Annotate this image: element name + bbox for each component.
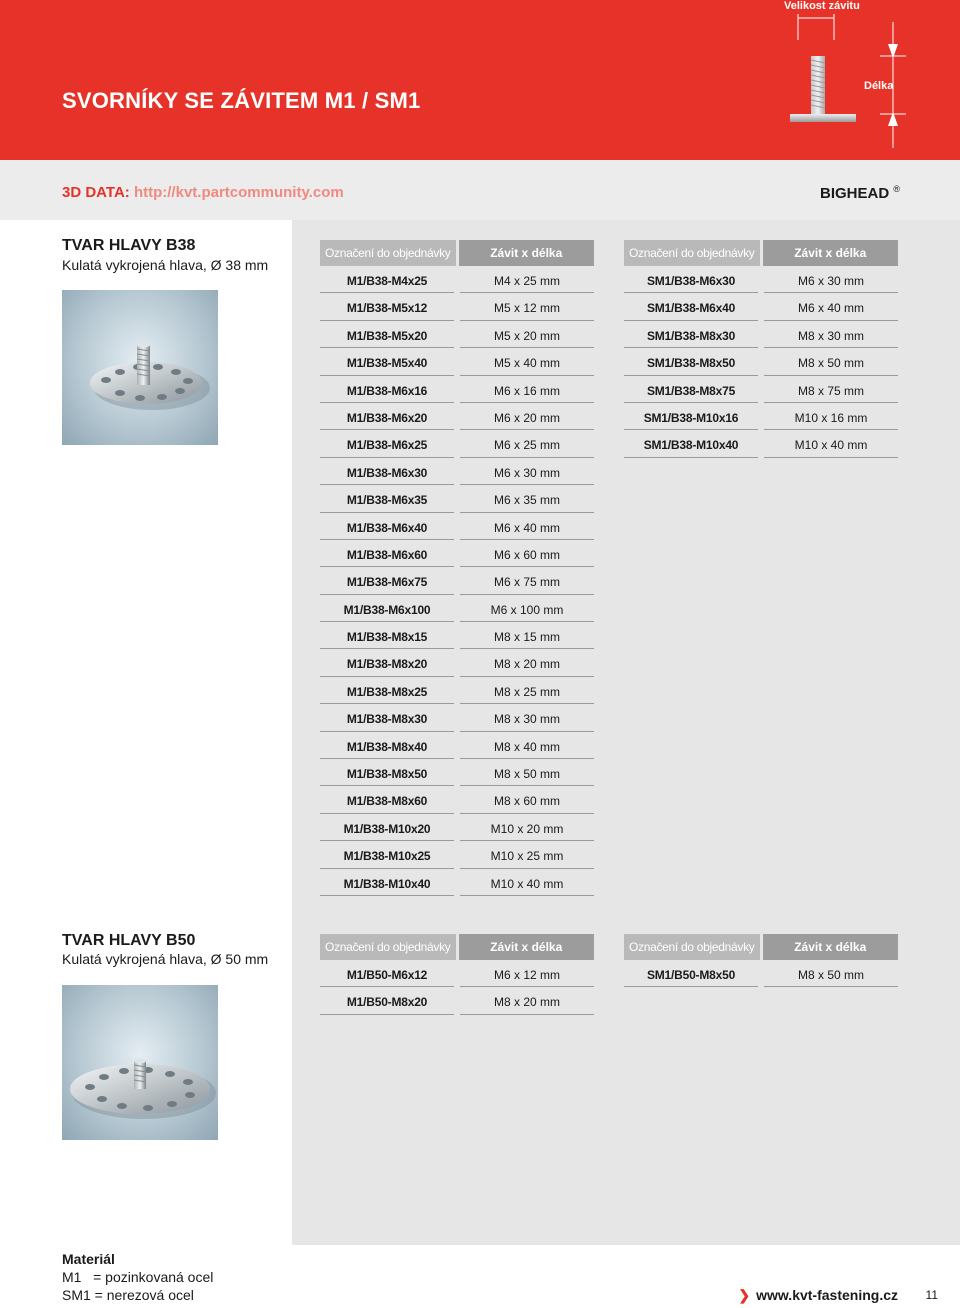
registered-mark: ® <box>893 184 900 194</box>
table-header <box>320 240 594 266</box>
3d-data-link[interactable]: http://kvt.partcommunity.com <box>133 184 344 201</box>
order-code-cell: M1/B38-M10x25 <box>320 841 454 868</box>
thread-length-cell: M8 x 30 mm <box>460 704 594 731</box>
table-row <box>320 987 594 1014</box>
order-code-cell: M1/B38-M8x15 <box>320 622 454 649</box>
thread-length-cell: M6 x 40 mm <box>460 513 594 540</box>
table-row <box>320 677 594 704</box>
3d-data-prefix: 3D DATA: <box>62 184 130 201</box>
table-row <box>320 376 594 403</box>
thread-length-cell: M8 x 40 mm <box>460 732 594 759</box>
order-code-cell: M1/B38-M10x40 <box>320 869 454 896</box>
table-row <box>320 622 594 649</box>
b38-m1-table <box>320 240 594 896</box>
footer-url-text: www.kvt-fastening.cz <box>756 1287 898 1303</box>
table-row <box>624 348 898 375</box>
table-row <box>320 960 594 987</box>
order-code-cell: SM1/B38-M8x75 <box>624 376 758 403</box>
order-code-cell: M1/B38-M8x20 <box>320 649 454 676</box>
page-number: 11 <box>925 1288 938 1302</box>
material-heading: Materiál <box>62 1251 115 1267</box>
table-body <box>624 960 898 987</box>
thread-length-cell: M8 x 20 mm <box>460 987 594 1014</box>
order-code-cell: M1/B38-M6x40 <box>320 513 454 540</box>
thread-length-cell: M8 x 50 mm <box>460 759 594 786</box>
thread-length-cell: M4 x 25 mm <box>460 266 594 293</box>
b50-m1-table <box>320 934 594 1015</box>
column-header-code: Označení do objednávky <box>320 934 456 960</box>
thread-length-cell: M10 x 40 mm <box>460 869 594 896</box>
order-code-cell: M1/B38-M6x75 <box>320 567 454 594</box>
thread-length-cell: M6 x 12 mm <box>460 960 594 987</box>
table-body <box>320 960 594 1015</box>
material-line-sm1: SM1 = nerezová ocel <box>62 1287 194 1303</box>
thread-length-cell: M8 x 30 mm <box>764 321 898 348</box>
table-header <box>320 934 594 960</box>
order-code-cell: SM1/B38-M10x16 <box>624 403 758 430</box>
column-header-size: Závit x délka <box>459 240 595 266</box>
3d-data-line <box>62 184 344 201</box>
table-row <box>320 266 594 293</box>
thread-length-cell: M5 x 12 mm <box>460 293 594 320</box>
column-header-size: Závit x délka <box>459 934 595 960</box>
table-row <box>320 540 594 567</box>
order-code-cell: SM1/B38-M6x40 <box>624 293 758 320</box>
column-header-size: Závit x délka <box>763 240 899 266</box>
thread-length-cell: M6 x 40 mm <box>764 293 898 320</box>
thread-length-cell: M6 x 30 mm <box>764 266 898 293</box>
order-code-cell: M1/B38-M5x20 <box>320 321 454 348</box>
thread-length-cell: M8 x 50 mm <box>764 960 898 987</box>
order-code-cell: M1/B38-M8x40 <box>320 732 454 759</box>
thread-length-cell: M5 x 40 mm <box>460 348 594 375</box>
table-row <box>320 430 594 457</box>
column-header-code: Označení do objednávky <box>624 240 760 266</box>
table-row <box>320 321 594 348</box>
brand-text: BIGHEAD <box>820 185 890 202</box>
order-code-cell: M1/B38-M5x40 <box>320 348 454 375</box>
thread-length-cell: M6 x 75 mm <box>460 567 594 594</box>
order-code-cell: SM1/B38-M8x50 <box>624 348 758 375</box>
table-row <box>320 704 594 731</box>
b38-product-photo <box>62 290 218 445</box>
chevron-right-icon: ❯ <box>738 1287 751 1303</box>
thread-length-cell: M6 x 25 mm <box>460 430 594 457</box>
b38-bolt-image-icon <box>62 290 218 445</box>
order-code-cell: SM1/B38-M8x30 <box>624 321 758 348</box>
table-body <box>320 266 594 896</box>
table-row <box>624 266 898 293</box>
order-code-cell: M1/B38-M6x16 <box>320 376 454 403</box>
order-code-cell: M1/B38-M6x60 <box>320 540 454 567</box>
thread-length-cell: M10 x 40 mm <box>764 430 898 457</box>
table-row <box>320 595 594 622</box>
table-row <box>624 376 898 403</box>
order-code-cell: SM1/B50-M8x50 <box>624 960 758 987</box>
column-header-code: Označení do objednávky <box>320 240 456 266</box>
thread-length-cell: M8 x 75 mm <box>764 376 898 403</box>
table-row <box>320 814 594 841</box>
section-b50-subtitle: Kulatá vykrojená hlava, Ø 50 mm <box>62 951 269 967</box>
section-b50-title: TVAR HLAVY B50 <box>62 932 196 949</box>
order-code-cell: SM1/B38-M6x30 <box>624 266 758 293</box>
order-code-cell: M1/B38-M5x12 <box>320 293 454 320</box>
order-code-cell: M1/B38-M6x30 <box>320 458 454 485</box>
order-code-cell: M1/B38-M8x60 <box>320 786 454 813</box>
page-title: SVORNÍKY SE ZÁVITEM M1 / SM1 <box>62 88 421 113</box>
order-code-cell: M1/B38-M8x25 <box>320 677 454 704</box>
thread-length-cell: M6 x 60 mm <box>460 540 594 567</box>
order-code-cell: M1/B38-M8x30 <box>320 704 454 731</box>
thread-length-cell: M6 x 100 mm <box>460 595 594 622</box>
order-code-cell: M1/B38-M6x25 <box>320 430 454 457</box>
table-row <box>320 567 594 594</box>
table-row <box>320 869 594 896</box>
table-row <box>320 759 594 786</box>
thread-length-cell: M10 x 16 mm <box>764 403 898 430</box>
table-row <box>320 458 594 485</box>
table-row <box>320 403 594 430</box>
material-line-m1: M1 = pozinkovaná ocel <box>62 1269 214 1285</box>
section-b38-title: TVAR HLAVY B38 <box>62 237 196 254</box>
table-row <box>624 293 898 320</box>
order-code-cell: M1/B38-M8x50 <box>320 759 454 786</box>
table-header <box>624 934 898 960</box>
thread-length-cell: M8 x 50 mm <box>764 348 898 375</box>
table-row <box>320 732 594 759</box>
thread-length-cell: M10 x 25 mm <box>460 841 594 868</box>
thread-length-cell: M8 x 20 mm <box>460 649 594 676</box>
table-row <box>320 293 594 320</box>
table-row <box>624 430 898 457</box>
material-legend <box>62 1250 213 1304</box>
thread-length-cell: M10 x 20 mm <box>460 814 594 841</box>
bolt-dimension-diagram <box>780 0 960 160</box>
b50-bolt-image-icon <box>62 985 218 1140</box>
table-row <box>320 485 594 512</box>
order-code-cell: M1/B38-M6x100 <box>320 595 454 622</box>
header-banner <box>0 0 960 160</box>
table-row <box>320 513 594 540</box>
footer-link[interactable] <box>738 1287 898 1304</box>
b50-sm1-table <box>624 934 898 987</box>
thread-length-cell: M6 x 35 mm <box>460 485 594 512</box>
thread-length-cell: M6 x 20 mm <box>460 403 594 430</box>
thread-size-label: Velikost závitu <box>784 0 860 12</box>
thread-length-cell: M8 x 15 mm <box>460 622 594 649</box>
length-label: Délka <box>864 80 894 92</box>
order-code-cell: M1/B38-M6x20 <box>320 403 454 430</box>
thread-length-cell: M5 x 20 mm <box>460 321 594 348</box>
thread-length-cell: M6 x 30 mm <box>460 458 594 485</box>
table-row <box>320 841 594 868</box>
table-row <box>624 960 898 987</box>
thread-length-cell: M6 x 16 mm <box>460 376 594 403</box>
order-code-cell: M1/B38-M4x25 <box>320 266 454 293</box>
b38-sm1-table <box>624 240 898 458</box>
order-code-cell: M1/B50-M6x12 <box>320 960 454 987</box>
column-header-code: Označení do objednávky <box>624 934 760 960</box>
brand-name <box>820 184 900 202</box>
table-row <box>624 321 898 348</box>
column-header-size: Závit x délka <box>763 934 899 960</box>
b50-product-photo <box>62 985 218 1140</box>
table-row <box>320 649 594 676</box>
order-code-cell: M1/B50-M8x20 <box>320 987 454 1014</box>
table-row <box>624 403 898 430</box>
table-header <box>624 240 898 266</box>
order-code-cell: M1/B38-M10x20 <box>320 814 454 841</box>
thread-length-cell: M8 x 25 mm <box>460 677 594 704</box>
section-b38-subtitle: Kulatá vykrojená hlava, Ø 38 mm <box>62 257 269 273</box>
thread-length-cell: M8 x 60 mm <box>460 786 594 813</box>
order-code-cell: SM1/B38-M10x40 <box>624 430 758 457</box>
table-body <box>624 266 898 458</box>
order-code-cell: M1/B38-M6x35 <box>320 485 454 512</box>
table-row <box>320 348 594 375</box>
table-row <box>320 786 594 813</box>
